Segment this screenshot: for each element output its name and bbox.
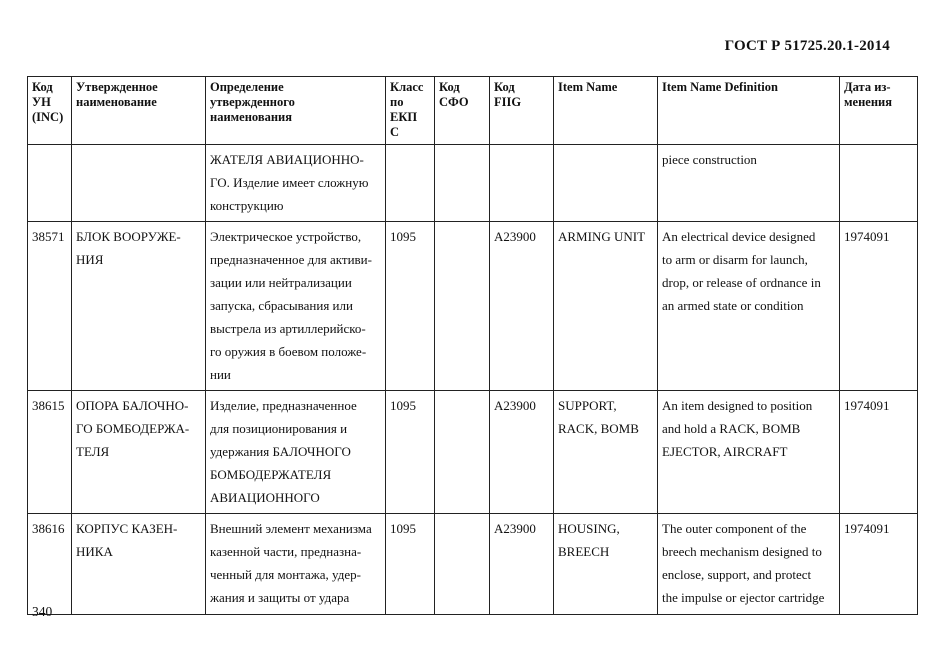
header-definition-ru: Определение утвержденного наименования — [206, 77, 386, 145]
cell-fiig — [490, 145, 554, 222]
cell-sfo — [435, 145, 490, 222]
cell-class: 1095 — [386, 514, 435, 615]
cell-name-ru: ОПОРА БАЛОЧНО- ГО БОМБОДЕРЖА- ТЕЛЯ — [72, 391, 206, 514]
cell-code — [28, 145, 72, 222]
header-code: Код УН (INC) — [28, 77, 72, 145]
cell-sfo — [435, 391, 490, 514]
table-row — [28, 222, 918, 391]
cell-class: 1095 — [386, 391, 435, 514]
classification-table — [27, 76, 918, 615]
cell-code: 38615 — [28, 391, 72, 514]
cell-sfo — [435, 514, 490, 615]
header-date: Дата из- менения — [840, 77, 918, 145]
table-row — [28, 391, 918, 514]
cell-definition-ru: ЖАТЕЛЯ АВИАЦИОННО- ГО. Изделие имеет сложную конструкцию — [206, 145, 386, 222]
cell-name-ru: БЛОК ВООРУЖЕ- НИЯ — [72, 222, 206, 391]
header-row — [28, 77, 918, 145]
cell-item-name: ARMING UNIT — [554, 222, 658, 391]
cell-definition-ru: Внешний элемент механизма казенной части, предназна- ченный для монтажа, удер- жания и защиты от удара — [206, 514, 386, 615]
cell-definition-ru: Электрическое устройство, предназначенное для активи- зации или нейтрализации запуска, сбрасывания или выстрела из артиллерийско- го оружия в боевом положе- нии — [206, 222, 386, 391]
cell-class: 1095 — [386, 222, 435, 391]
cell-item-definition: piece construction — [658, 145, 840, 222]
cell-item-definition: The outer component of the breech mechanism designed to enclose, support, and protect the impulse or ejector cartridge — [658, 514, 840, 615]
cell-fiig: A23900 — [490, 514, 554, 615]
cell-code: 38571 — [28, 222, 72, 391]
cell-item-name — [554, 145, 658, 222]
cell-item-definition: An electrical device designed to arm or disarm for launch, drop, or release of ordnance in an armed state or condition — [658, 222, 840, 391]
header-sfo: Код СФО — [435, 77, 490, 145]
cell-item-definition: An item designed to position and hold a RACK, BOMB EJECTOR, AIRCRAFT — [658, 391, 840, 514]
document-code: ГОСТ Р 51725.20.1-2014 — [724, 38, 890, 54]
cell-class — [386, 145, 435, 222]
table-row — [28, 514, 918, 615]
cell-date — [840, 145, 918, 222]
cell-item-name: SUPPORT, RACK, BOMB — [554, 391, 658, 514]
cell-name-ru: КОРПУС КАЗЕН- НИКА — [72, 514, 206, 615]
header-item-name: Item Name — [554, 77, 658, 145]
header-fiig: Код FIIG — [490, 77, 554, 145]
cell-item-name: HOUSING, BREECH — [554, 514, 658, 615]
cell-sfo — [435, 222, 490, 391]
cell-fiig: A23900 — [490, 222, 554, 391]
cell-name-ru — [72, 145, 206, 222]
cell-fiig: A23900 — [490, 391, 554, 514]
cell-code: 38616 — [28, 514, 72, 615]
table-row — [28, 145, 918, 222]
page-number: 340 — [32, 604, 53, 619]
cell-date: 1974091 — [840, 222, 918, 391]
cell-definition-ru: Изделие, предназначенное для позиционирования и удержания БАЛОЧНОГО БОМБОДЕРЖАТЕЛЯ АВИАЦИОННОГО — [206, 391, 386, 514]
cell-date: 1974091 — [840, 514, 918, 615]
header-class: Класс по ЕКП С — [386, 77, 435, 145]
cell-date: 1974091 — [840, 391, 918, 514]
header-name-ru: Утвержденное наименование — [72, 77, 206, 145]
header-item-definition: Item Name Definition — [658, 77, 840, 145]
